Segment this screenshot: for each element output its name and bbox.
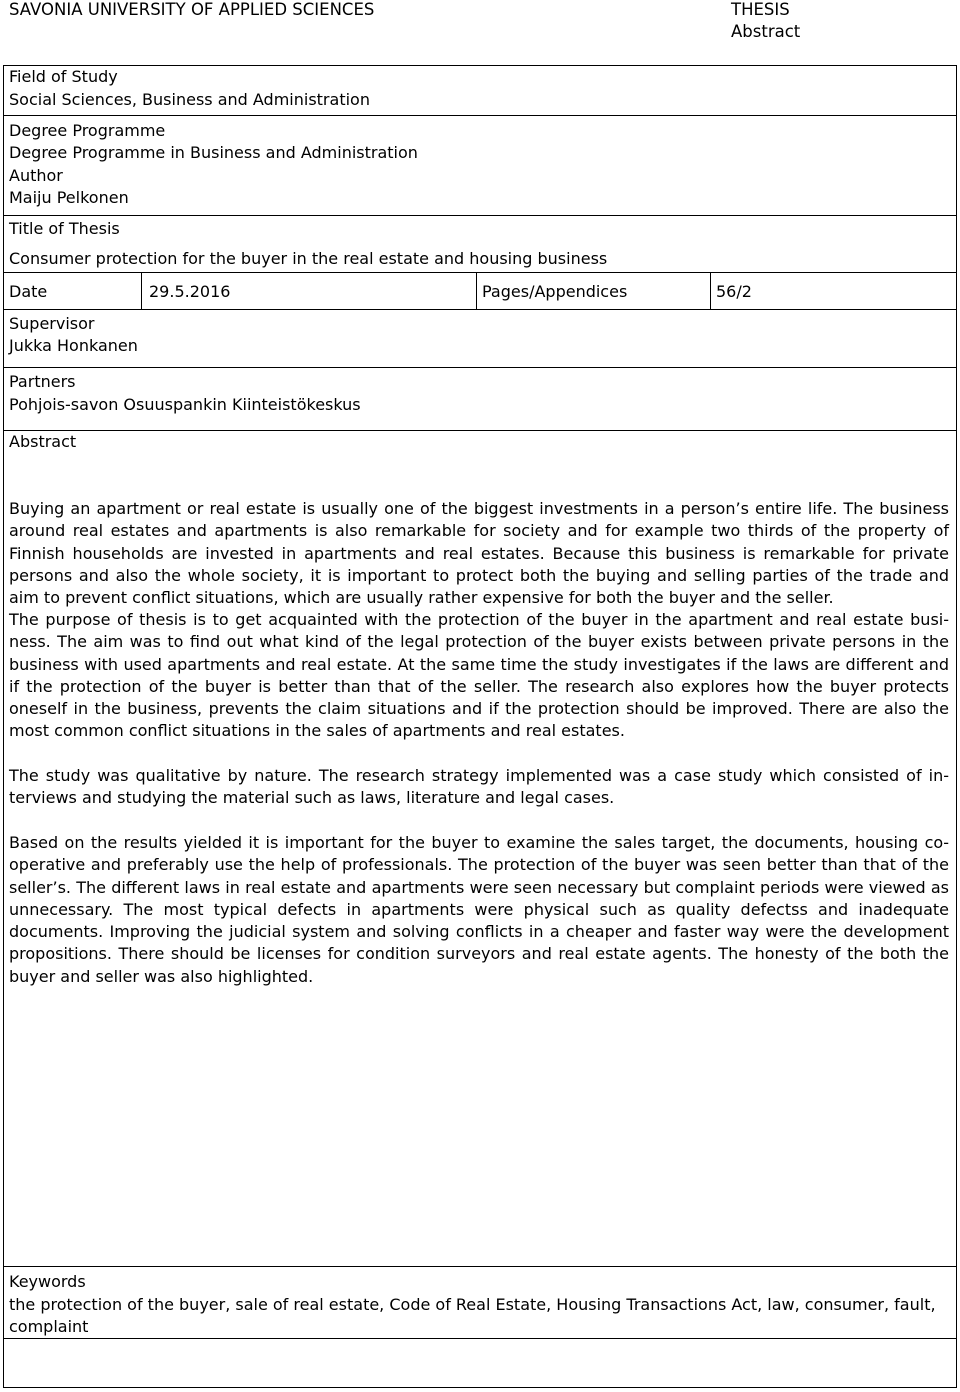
document-subtype: Abstract (731, 22, 801, 41)
abstract-paragraph-4: Based on the results yielded it is important for the buyer to examine the sales target, the documents, housing cooperative and preferably use the help of professionals. The protection of the buyer was seen better than that of the seller’s. The different laws in real estate and apartments were seen necessary but complaint periods were viewed as unnecessary. The most typical defects in apartments were physical such as quality defectss and inadequate documents. Improving the judicial system and solving conflicts in a cheaper and faster way were the development propositions. There should be licenses for condition surveyors and real estate agents. The honesty of the both the buyer and seller was also highlighted. (9, 833, 949, 986)
divider (4, 115, 956, 116)
cell-divider (476, 272, 477, 309)
author-label: Author (9, 166, 63, 185)
university-name: SAVONIA UNIVERSITY OF APPLIED SCIENCES (9, 0, 375, 19)
field-of-study-label: Field of Study (9, 67, 118, 86)
divider (4, 215, 956, 216)
thesis-title-label: Title of Thesis (9, 219, 120, 238)
field-of-study-value: Social Sciences, Business and Administration (9, 90, 370, 109)
keywords-label: Keywords (9, 1272, 86, 1291)
abstract-label: Abstract (9, 432, 77, 451)
divider (4, 367, 956, 368)
pages-appendices-value: 56/2 (716, 282, 752, 301)
thesis-abstract-form (3, 65, 957, 1388)
divider (4, 309, 956, 310)
date-label: Date (9, 282, 48, 301)
date-value: 29.5.2016 (149, 282, 231, 301)
abstract-paragraph-2: The purpose of thesis is to get acquainted with the protection of the buyer in the apartment and real estate business. The aim was to find out what kind of the legal protection of the buyer exists between private persons in the business with used apartments and real estate. At the same time the study investigates if the laws are different and if the protection of the buyer is better than that of the seller. The research also explores how the buyer protects oneself in the business, prevents the claim situations and if the protection should be improved. There are also the most common conflict situations in the sales of apartments and real estates. (9, 610, 949, 741)
document-type: THESIS (731, 0, 790, 19)
supervisor-label: Supervisor (9, 314, 95, 333)
divider (4, 1338, 956, 1339)
partners-label: Partners (9, 372, 76, 391)
divider (4, 272, 956, 273)
keywords-value: the protection of the buyer, sale of real estate, Code of Real Estate, Housing Transactions Act, law, consumer, fault, complaint (9, 1295, 936, 1337)
cell-divider (141, 272, 142, 309)
divider (4, 430, 956, 431)
divider (4, 1266, 956, 1267)
degree-programme-value: Degree Programme in Business and Administration (9, 143, 418, 162)
abstract-paragraph-3: The study was qualitative by nature. The research strategy implemented was a case study which consisted of interviews and studying the material such as laws, literature and legal cases. (9, 766, 949, 808)
thesis-title-value: Consumer protection for the buyer in the real estate and housing business (9, 249, 608, 268)
supervisor-value: Jukka Honkanen (9, 336, 138, 355)
partners-value: Pohjois-savon Osuuspankin Kiinteistökeskus (9, 395, 361, 414)
author-value: Maiju Pelkonen (9, 188, 129, 207)
degree-programme-label: Degree Programme (9, 121, 166, 140)
pages-appendices-label: Pages/Appendices (482, 282, 628, 301)
cell-divider (710, 272, 711, 309)
abstract-paragraph-1: Buying an apartment or real estate is usually one of the biggest investments in a person’s entire life. The business around real estates and apartments is also remarkable for society and for example two thirds of the property of Finnish households are invested in apartments and real estates. Because this business is remarkable for private persons and also the whole society, it is important to protect both the buying and selling parties of the trade and aim to prevent conflict situations, which are usually rather expensive for both the buyer and the seller. (9, 499, 949, 608)
